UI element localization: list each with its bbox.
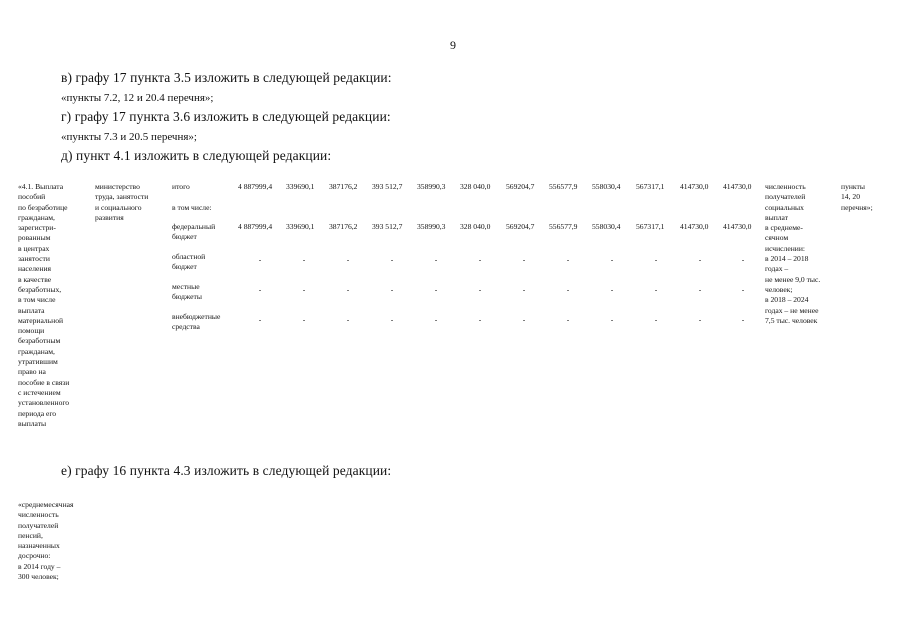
cell-federal-9: 567317,1 bbox=[636, 222, 665, 231]
row-label-line: средства bbox=[172, 322, 200, 332]
cell-regional-6: - bbox=[522, 255, 526, 264]
row-label-line: бюджет bbox=[172, 232, 197, 242]
executor-line: развития bbox=[95, 212, 124, 222]
cell-local-4: - bbox=[434, 285, 438, 294]
name-line: выплаты bbox=[18, 418, 47, 428]
cell-total-1: 339690,1 bbox=[286, 182, 315, 191]
cell-total-9: 567317,1 bbox=[636, 182, 665, 191]
cell-regional-0: - bbox=[258, 255, 262, 264]
cell-local-10: - bbox=[698, 285, 702, 294]
indicator-line: в 2018 – 2024 bbox=[765, 295, 809, 305]
e-line: пенсий, bbox=[18, 530, 43, 540]
cell-local-2: - bbox=[346, 285, 350, 294]
cell-regional-9: - bbox=[654, 255, 658, 264]
indicator-line: годах – bbox=[765, 264, 789, 274]
e-line: 300 человек; bbox=[18, 572, 59, 582]
table-col-executor bbox=[95, 182, 170, 223]
item-v-heading: в) графу 17 пункта 3.5 изложить в следующей редакции: bbox=[61, 70, 392, 85]
cell-extra-11: - bbox=[741, 315, 745, 324]
indicator-line: 7,5 тыс. человек bbox=[765, 315, 818, 325]
name-line: безработным bbox=[18, 336, 61, 346]
cell-extra-5: - bbox=[478, 315, 482, 324]
row-label-local bbox=[172, 282, 202, 303]
row-label-federal bbox=[172, 222, 215, 243]
cell-total-3: 393 512,7 bbox=[372, 182, 403, 191]
name-line: «4.1. Выплата bbox=[18, 182, 64, 191]
cell-extra-7: - bbox=[566, 315, 570, 324]
cell-total-7: 556577,9 bbox=[549, 182, 578, 191]
indicator-line: исчислении: bbox=[765, 243, 805, 253]
reference-line: перечня»; bbox=[841, 202, 873, 212]
row-label-line: областной bbox=[172, 252, 206, 261]
table-col-indicator bbox=[765, 182, 841, 326]
row-label-total: итого bbox=[172, 182, 190, 191]
indicator-line: не менее 9,0 тыс. bbox=[765, 274, 821, 284]
executor-line: труда, занятости bbox=[95, 192, 149, 202]
cell-extra-1: - bbox=[302, 315, 306, 324]
row-label-line: местные bbox=[172, 282, 200, 291]
cell-local-0: - bbox=[258, 285, 262, 294]
page-number: 9 bbox=[450, 38, 456, 52]
cell-total-4: 358990,3 bbox=[417, 182, 446, 191]
cell-regional-8: - bbox=[610, 255, 614, 264]
cell-extra-6: - bbox=[522, 315, 526, 324]
e-line: назначенных bbox=[18, 541, 60, 551]
name-line: пособий bbox=[18, 192, 46, 202]
name-line: населения bbox=[18, 264, 52, 274]
name-line: установленного bbox=[18, 398, 70, 408]
name-line: зарегистри- bbox=[18, 223, 56, 233]
cell-total-6: 569204,7 bbox=[506, 182, 535, 191]
cell-regional-11: - bbox=[741, 255, 745, 264]
cell-local-11: - bbox=[741, 285, 745, 294]
row-label-extrabudgetary bbox=[172, 312, 220, 333]
item-v-quote: «пункты 7.2, 12 и 20.4 перечня»; bbox=[61, 92, 214, 104]
item-g-quote: «пункты 7.3 и 20.5 перечня»; bbox=[61, 131, 197, 143]
cell-extra-9: - bbox=[654, 315, 658, 324]
name-line: занятости bbox=[18, 254, 50, 264]
cell-federal-8: 558030,4 bbox=[592, 222, 621, 231]
cell-total-10: 414730,0 bbox=[680, 182, 709, 191]
indicator-line: выплат bbox=[765, 212, 789, 222]
cell-federal-0: 4 887999,4 bbox=[238, 222, 273, 231]
indicator-line: в 2014 – 2018 bbox=[765, 254, 809, 264]
item-d-heading: д) пункт 4.1 изложить в следующей редакции: bbox=[61, 148, 332, 163]
e-block-text bbox=[18, 500, 98, 582]
name-line: по безработице bbox=[18, 202, 68, 212]
cell-local-6: - bbox=[522, 285, 526, 294]
e-line: получателей bbox=[18, 520, 59, 530]
cell-total-5: 328 040,0 bbox=[460, 182, 491, 191]
e-line: в 2014 году – bbox=[18, 561, 61, 571]
cell-total-2: 387176,2 bbox=[329, 182, 358, 191]
name-line: в центрах bbox=[18, 243, 50, 253]
cell-local-8: - bbox=[610, 285, 614, 294]
cell-federal-7: 556577,9 bbox=[549, 222, 578, 231]
cell-regional-5: - bbox=[478, 255, 482, 264]
cell-local-3: - bbox=[390, 285, 394, 294]
cell-extra-4: - bbox=[434, 315, 438, 324]
name-line: материальной bbox=[18, 315, 64, 325]
e-line: досрочно: bbox=[18, 551, 51, 561]
indicator-line: сячном bbox=[765, 233, 789, 243]
cell-extra-10: - bbox=[698, 315, 702, 324]
row-label-line: внебюджетные bbox=[172, 312, 221, 321]
indicator-line: человек; bbox=[765, 284, 793, 294]
cell-local-1: - bbox=[302, 285, 306, 294]
name-line: выплата bbox=[18, 305, 45, 315]
reference-line: 14, 20 bbox=[841, 192, 860, 202]
name-line: помощи bbox=[18, 326, 45, 336]
cell-regional-1: - bbox=[302, 255, 306, 264]
cell-extra-8: - bbox=[610, 315, 614, 324]
cell-federal-5: 328 040,0 bbox=[460, 222, 491, 231]
executor-line: и социального bbox=[95, 202, 142, 212]
cell-local-7: - bbox=[566, 285, 570, 294]
row-label-line: бюджеты bbox=[172, 292, 202, 302]
cell-local-5: - bbox=[478, 285, 482, 294]
executor-line: министерство bbox=[95, 182, 140, 191]
table-col-name bbox=[18, 182, 93, 429]
row-label-line: бюджет bbox=[172, 262, 197, 272]
name-line: утратившим bbox=[18, 357, 58, 367]
name-line: пособие в связи bbox=[18, 377, 70, 387]
cell-regional-3: - bbox=[390, 255, 394, 264]
cell-extra-0: - bbox=[258, 315, 262, 324]
cell-federal-10: 414730,0 bbox=[680, 222, 709, 231]
cell-total-8: 558030,4 bbox=[592, 182, 621, 191]
e-line: «среднемесячная bbox=[18, 500, 74, 509]
cell-federal-4: 358990,3 bbox=[417, 222, 446, 231]
row-label-line: федеральный bbox=[172, 222, 216, 231]
indicator-line: в среднеме- bbox=[765, 223, 803, 233]
cell-federal-1: 339690,1 bbox=[286, 222, 315, 231]
cell-federal-3: 393 512,7 bbox=[372, 222, 403, 231]
cell-regional-2: - bbox=[346, 255, 350, 264]
indicator-line: годах – не менее bbox=[765, 305, 819, 315]
cell-regional-4: - bbox=[434, 255, 438, 264]
cell-extra-2: - bbox=[346, 315, 350, 324]
table-col-reference bbox=[841, 182, 901, 213]
name-line: в качестве bbox=[18, 274, 52, 284]
cell-local-9: - bbox=[654, 285, 658, 294]
cell-federal-2: 387176,2 bbox=[329, 222, 358, 231]
reference-line: пункты bbox=[841, 182, 865, 191]
item-g-heading: г) графу 17 пункта 3.6 изложить в следующей редакции: bbox=[61, 109, 391, 124]
name-line: право на bbox=[18, 367, 46, 377]
row-label-regional bbox=[172, 252, 205, 273]
name-line: гражданам, bbox=[18, 212, 55, 222]
cell-total-11: 414730,0 bbox=[723, 182, 752, 191]
cell-regional-7: - bbox=[566, 255, 570, 264]
name-line: рованным bbox=[18, 233, 51, 243]
item-e-heading: е) графу 16 пункта 4.3 изложить в следующей редакции: bbox=[61, 463, 392, 478]
name-line: в том числе bbox=[18, 295, 56, 305]
cell-federal-11: 414730,0 bbox=[723, 222, 752, 231]
name-line: безработных, bbox=[18, 284, 62, 294]
cell-regional-10: - bbox=[698, 255, 702, 264]
name-line: с истечением bbox=[18, 387, 61, 397]
indicator-line: численность bbox=[765, 182, 806, 191]
name-line: периода его bbox=[18, 408, 57, 418]
indicator-line: социальных bbox=[765, 202, 804, 212]
cell-total-0: 4 887999,4 bbox=[238, 182, 273, 191]
e-line: численность bbox=[18, 510, 59, 520]
cell-federal-6: 569204,7 bbox=[506, 222, 535, 231]
name-line: гражданам, bbox=[18, 346, 55, 356]
indicator-line: получателей bbox=[765, 192, 806, 202]
cell-extra-3: - bbox=[390, 315, 394, 324]
row-label-including: в том числе: bbox=[172, 203, 212, 212]
